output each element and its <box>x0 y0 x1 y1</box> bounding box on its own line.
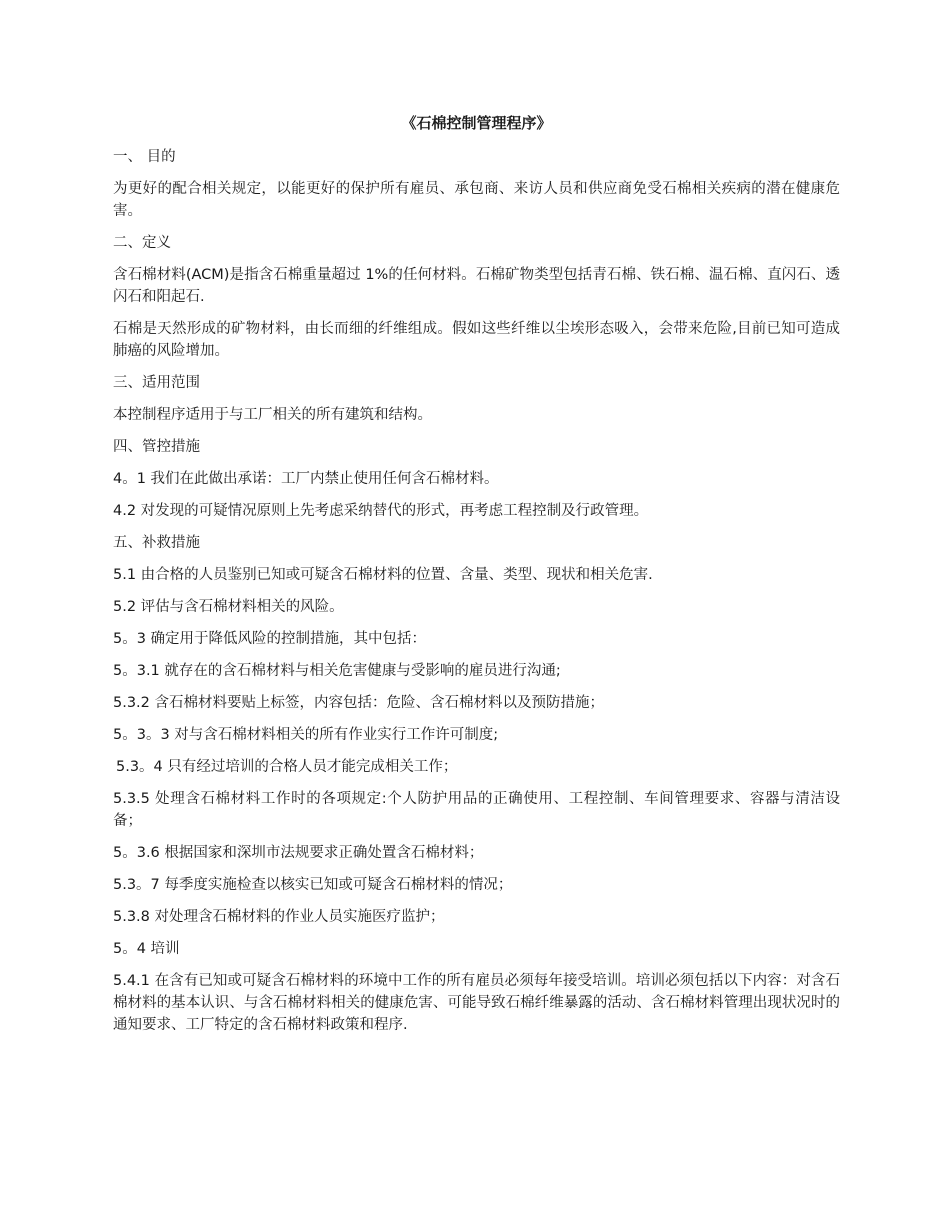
section-heading-scope: 三、适用范围 <box>113 375 200 391</box>
remedy-item-5-3: 5。3 确定用于降低风险的控制措施，其中包括： <box>113 631 427 647</box>
remedy-item-5-4-1: 5.4.1 在含有已知或可疑含石棉材料的环境中工作的所有雇员必须每年接受培训。培训必须包括以下内容：对含石棉材料的基本认识、与含石棉材料相关的健康危害、可能导致石棉纤维暴露的活动、含石棉材料管理出现状况时的通知要求、工厂特定的含石棉材料政策和程序. <box>113 973 840 1033</box>
remedy-item-5-3-3: 5。3。3 对与含石棉材料相关的所有作业实行工作许可制度; <box>113 727 499 743</box>
remedy-item-5-3-4: 5.3。4 只有经过培训的合格人员才能完成相关工作； <box>116 759 458 775</box>
paragraph-control-4-1: 4。1 我们在此做出承诺：工厂内禁止使用任何含石棉材料。 <box>113 471 499 487</box>
paragraph-definition-acm: 含石棉材料(ACM)是指含石棉重量超过 1%的任何材料。石棉矿物类型包括青石棉、铁石棉、温石棉、直闪石、透闪石和阳起石. <box>113 267 840 305</box>
section-heading-purpose: 一、 目的 <box>113 149 176 165</box>
remedy-item-5-2: 5.2 评估与含石棉材料相关的风险。 <box>113 599 344 615</box>
remedy-item-5-4: 5。4 培训 <box>113 941 180 957</box>
paragraph-scope: 本控制程序适用于与工厂相关的所有建筑和结构。 <box>113 407 432 423</box>
remedy-item-5-1: 5.1 由合格的人员鉴别已知或可疑含石棉材料的位置、含量、类型、现状和相关危害. <box>113 567 653 583</box>
paragraph-control-4-2: 4.2 对发现的可疑情况原则上先考虑采纳替代的形式，再考虑工程控制及行政管理。 <box>113 503 649 519</box>
section-heading-controls: 四、管控措施 <box>113 439 200 455</box>
remedy-item-5-3-8: 5.3.8 对处理含石棉材料的作业人员实施医疗监护； <box>113 909 445 925</box>
remedy-item-5-3-5: 5.3.5 处理含石棉材料工作时的各项规定:个人防护用品的正确使用、工程控制、车间管理要求、容器与清洁设备； <box>113 791 840 829</box>
paragraph-purpose: 为更好的配合相关规定，以能更好的保护所有雇员、承包商、来访人员和供应商免受石棉相关疾病的潜在健康危害。 <box>113 181 840 219</box>
paragraph-definition-asbestos: 石棉是天然形成的矿物材料，由长而细的纤维组成。假如这些纤维以尘埃形态吸入，会带来危险,目前已知可造成肺癌的风险增加。 <box>113 321 840 359</box>
section-heading-definition: 二、定义 <box>113 235 171 251</box>
remedy-item-5-3-2: 5.3.2 含石棉材料要贴上标签，内容包括：危险、含石棉材料以及预防措施； <box>113 695 605 711</box>
document-body <box>113 112 840 1046</box>
section-heading-remedies: 五、补救措施 <box>113 535 200 551</box>
remedy-item-5-3-6: 5。3.6 根据国家和深圳市法规要求正确处置含石棉材料； <box>113 845 484 861</box>
remedy-item-5-3-7: 5.3。7 每季度实施检查以核实已知或可疑含石棉材料的情况； <box>113 877 513 893</box>
document-title: 《石棉控制管理程序》 <box>401 114 552 132</box>
remedy-item-5-3-1: 5。3.1 就存在的含石棉材料与相关危害健康与受影响的雇员进行沟通; <box>113 663 561 679</box>
